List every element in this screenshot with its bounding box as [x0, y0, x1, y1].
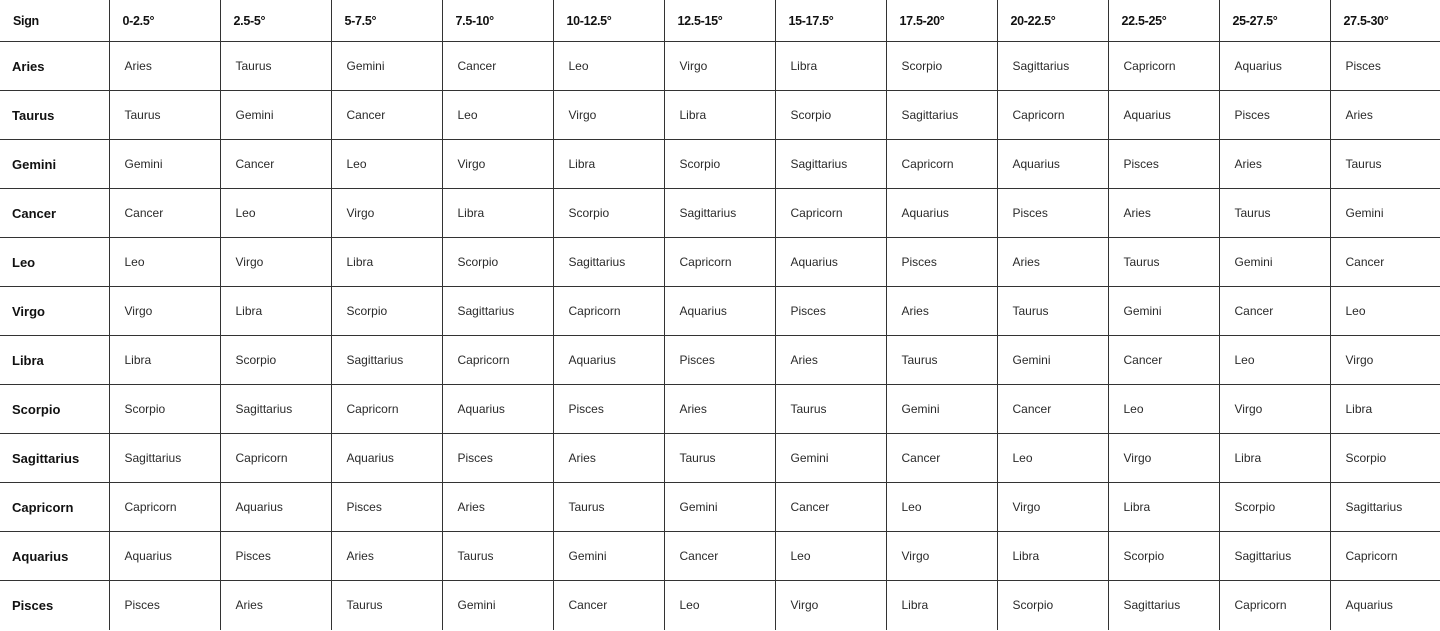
table-cell: Pisces — [331, 483, 442, 532]
table-cell: Gemini — [442, 581, 553, 630]
table-cell: Pisces — [1108, 140, 1219, 189]
table-cell: Aquarius — [886, 189, 997, 238]
table-cell: Sagittarius — [775, 140, 886, 189]
table-cell: Cancer — [1219, 287, 1330, 336]
table-cell: Leo — [1330, 287, 1440, 336]
table-cell: Virgo — [886, 532, 997, 581]
column-header-degree-range: 20-22.5° — [997, 0, 1108, 42]
table-cell: Scorpio — [109, 385, 220, 434]
table-cell: Aries — [775, 336, 886, 385]
table-cell: Cancer — [1108, 336, 1219, 385]
table-cell: Taurus — [553, 483, 664, 532]
column-header-degree-range: 17.5-20° — [886, 0, 997, 42]
table-cell: Sagittarius — [442, 287, 553, 336]
table-cell: Leo — [109, 238, 220, 287]
table-cell: Gemini — [886, 385, 997, 434]
table-cell: Aquarius — [442, 385, 553, 434]
column-header-degree-range: 25-27.5° — [1219, 0, 1330, 42]
table-cell: Capricorn — [664, 238, 775, 287]
table-cell: Pisces — [775, 287, 886, 336]
table-cell: Libra — [109, 336, 220, 385]
table-cell: Virgo — [997, 483, 1108, 532]
table-cell: Capricorn — [997, 91, 1108, 140]
table-cell: Taurus — [886, 336, 997, 385]
table-cell: Aquarius — [664, 287, 775, 336]
table-cell: Libra — [1330, 385, 1440, 434]
table-cell: Libra — [553, 140, 664, 189]
column-header-degree-range: 0-2.5° — [109, 0, 220, 42]
table-cell: Aquarius — [775, 238, 886, 287]
table-cell: Sagittarius — [1219, 532, 1330, 581]
table-cell: Scorpio — [553, 189, 664, 238]
table-cell: Virgo — [109, 287, 220, 336]
table-cell: Aries — [664, 385, 775, 434]
table-cell: Scorpio — [664, 140, 775, 189]
table-row — [0, 91, 1440, 140]
row-header-sign: Virgo — [0, 287, 109, 336]
table-cell: Cancer — [442, 42, 553, 91]
table-cell: Aquarius — [331, 434, 442, 483]
table-cell: Gemini — [220, 91, 331, 140]
table-cell: Aries — [1330, 91, 1440, 140]
table-cell: Pisces — [1330, 42, 1440, 91]
column-header-degree-range: 12.5-15° — [664, 0, 775, 42]
table-cell: Cancer — [1330, 238, 1440, 287]
table-cell: Sagittarius — [220, 385, 331, 434]
table-row — [0, 336, 1440, 385]
table-cell: Taurus — [1330, 140, 1440, 189]
table-cell: Aquarius — [109, 532, 220, 581]
table-cell: Sagittarius — [553, 238, 664, 287]
table-row — [0, 238, 1440, 287]
column-header-degree-range: 15-17.5° — [775, 0, 886, 42]
table-cell: Aries — [331, 532, 442, 581]
table-cell: Sagittarius — [1108, 581, 1219, 630]
table-cell: Virgo — [553, 91, 664, 140]
row-header-sign: Capricorn — [0, 483, 109, 532]
table-cell: Cancer — [886, 434, 997, 483]
table-cell: Virgo — [1219, 385, 1330, 434]
table-cell: Gemini — [109, 140, 220, 189]
table-cell: Capricorn — [886, 140, 997, 189]
table-cell: Leo — [886, 483, 997, 532]
column-header-degree-range: 7.5-10° — [442, 0, 553, 42]
table-cell: Gemini — [1219, 238, 1330, 287]
table-body — [0, 42, 1440, 630]
table-cell: Scorpio — [1330, 434, 1440, 483]
table-row — [0, 434, 1440, 483]
table-cell: Leo — [664, 581, 775, 630]
column-header-degree-range: 10-12.5° — [553, 0, 664, 42]
table-cell: Libra — [220, 287, 331, 336]
table-cell: Taurus — [331, 581, 442, 630]
table-cell: Aries — [1108, 189, 1219, 238]
table-cell: Gemini — [1108, 287, 1219, 336]
table-cell: Scorpio — [442, 238, 553, 287]
table-cell: Capricorn — [775, 189, 886, 238]
table-cell: Leo — [1219, 336, 1330, 385]
table-cell: Aquarius — [1108, 91, 1219, 140]
table-cell: Scorpio — [886, 42, 997, 91]
table-cell: Virgo — [442, 140, 553, 189]
table-cell: Leo — [997, 434, 1108, 483]
table-cell: Gemini — [1330, 189, 1440, 238]
row-header-sign: Aquarius — [0, 532, 109, 581]
table-cell: Taurus — [442, 532, 553, 581]
table-cell: Pisces — [109, 581, 220, 630]
column-header-degree-range: 27.5-30° — [1330, 0, 1440, 42]
table-row — [0, 140, 1440, 189]
table-cell: Sagittarius — [997, 42, 1108, 91]
table-cell: Aries — [997, 238, 1108, 287]
table-cell: Aquarius — [1219, 42, 1330, 91]
table-cell: Gemini — [553, 532, 664, 581]
row-header-sign: Pisces — [0, 581, 109, 630]
table-cell: Sagittarius — [331, 336, 442, 385]
table-cell: Leo — [1108, 385, 1219, 434]
table-cell: Pisces — [442, 434, 553, 483]
table-cell: Libra — [331, 238, 442, 287]
table-cell: Leo — [220, 189, 331, 238]
table-cell: Aries — [109, 42, 220, 91]
table-header — [0, 0, 1440, 42]
table-cell: Aries — [220, 581, 331, 630]
table-cell: Taurus — [220, 42, 331, 91]
table-cell: Gemini — [664, 483, 775, 532]
column-header-degree-range: 22.5-25° — [1108, 0, 1219, 42]
table-cell: Cancer — [331, 91, 442, 140]
row-header-sign: Cancer — [0, 189, 109, 238]
table-cell: Aries — [1219, 140, 1330, 189]
table-cell: Gemini — [331, 42, 442, 91]
table-row — [0, 581, 1440, 630]
table-cell: Cancer — [553, 581, 664, 630]
table-cell: Cancer — [775, 483, 886, 532]
table-cell: Aries — [886, 287, 997, 336]
table-cell: Cancer — [109, 189, 220, 238]
table-cell: Scorpio — [1108, 532, 1219, 581]
table-cell: Leo — [331, 140, 442, 189]
table-cell: Cancer — [220, 140, 331, 189]
table-cell: Sagittarius — [664, 189, 775, 238]
table-cell: Scorpio — [1219, 483, 1330, 532]
table-cell: Sagittarius — [109, 434, 220, 483]
table-cell: Scorpio — [997, 581, 1108, 630]
table-cell: Sagittarius — [886, 91, 997, 140]
table-cell: Libra — [775, 42, 886, 91]
table-cell: Taurus — [1219, 189, 1330, 238]
table-cell: Taurus — [109, 91, 220, 140]
table-cell: Pisces — [1219, 91, 1330, 140]
column-header-degree-range: 5-7.5° — [331, 0, 442, 42]
table-cell: Capricorn — [1219, 581, 1330, 630]
table-cell: Sagittarius — [1330, 483, 1440, 532]
table-cell: Capricorn — [331, 385, 442, 434]
row-header-sign: Taurus — [0, 91, 109, 140]
table-row — [0, 483, 1440, 532]
table-cell: Leo — [775, 532, 886, 581]
table-cell: Capricorn — [1330, 532, 1440, 581]
table-cell: Aquarius — [553, 336, 664, 385]
table-cell: Aries — [553, 434, 664, 483]
row-header-sign: Aries — [0, 42, 109, 91]
table-row — [0, 42, 1440, 91]
table-cell: Virgo — [664, 42, 775, 91]
table-cell: Virgo — [775, 581, 886, 630]
table-row — [0, 532, 1440, 581]
table-cell: Leo — [553, 42, 664, 91]
table-cell: Leo — [442, 91, 553, 140]
table-cell: Aries — [442, 483, 553, 532]
table-cell: Scorpio — [775, 91, 886, 140]
table-cell: Gemini — [997, 336, 1108, 385]
table-cell: Libra — [442, 189, 553, 238]
table-cell: Cancer — [664, 532, 775, 581]
table-cell: Aquarius — [1345, 598, 1393, 613]
table-cell: Libra — [997, 532, 1108, 581]
column-header-sign: Sign — [0, 0, 109, 42]
row-header-sign: Scorpio — [0, 385, 109, 434]
table-row — [0, 287, 1440, 336]
row-header-sign: Libra — [0, 336, 109, 385]
table-cell: Taurus — [664, 434, 775, 483]
row-header-sign: Sagittarius — [0, 434, 109, 483]
table-cell: Pisces — [553, 385, 664, 434]
table-cell: Taurus — [997, 287, 1108, 336]
table-cell: Pisces — [664, 336, 775, 385]
row-header-sign: Leo — [0, 238, 109, 287]
table-cell: Pisces — [886, 238, 997, 287]
table-cell: Capricorn — [220, 434, 331, 483]
table-cell: Capricorn — [1108, 42, 1219, 91]
table-cell: Pisces — [997, 189, 1108, 238]
table-cell: Virgo — [220, 238, 331, 287]
table-cell: Aquarius — [997, 140, 1108, 189]
table-cell: Libra — [664, 91, 775, 140]
table-cell: Cancer — [997, 385, 1108, 434]
column-header-degree-range: 2.5-5° — [220, 0, 331, 42]
table-cell: Capricorn — [553, 287, 664, 336]
table-cell: Aquarius — [220, 483, 331, 532]
table-cell: Pisces — [220, 532, 331, 581]
table-cell: Scorpio — [331, 287, 442, 336]
row-header-sign: Gemini — [0, 140, 109, 189]
table-cell: Virgo — [1108, 434, 1219, 483]
table-cell: Virgo — [1330, 336, 1440, 385]
table-cell: Libra — [886, 581, 997, 630]
table-cell: Virgo — [331, 189, 442, 238]
table-cell: Libra — [1219, 434, 1330, 483]
table-cell: Scorpio — [220, 336, 331, 385]
table-cell: Taurus — [1108, 238, 1219, 287]
table-row — [0, 189, 1440, 238]
table-cell: Libra — [1108, 483, 1219, 532]
table-row — [0, 385, 1440, 434]
table-cell: Capricorn — [442, 336, 553, 385]
table-cell: Gemini — [775, 434, 886, 483]
table-cell: Taurus — [775, 385, 886, 434]
header-row — [0, 0, 1440, 42]
table-cell: Capricorn — [109, 483, 220, 532]
